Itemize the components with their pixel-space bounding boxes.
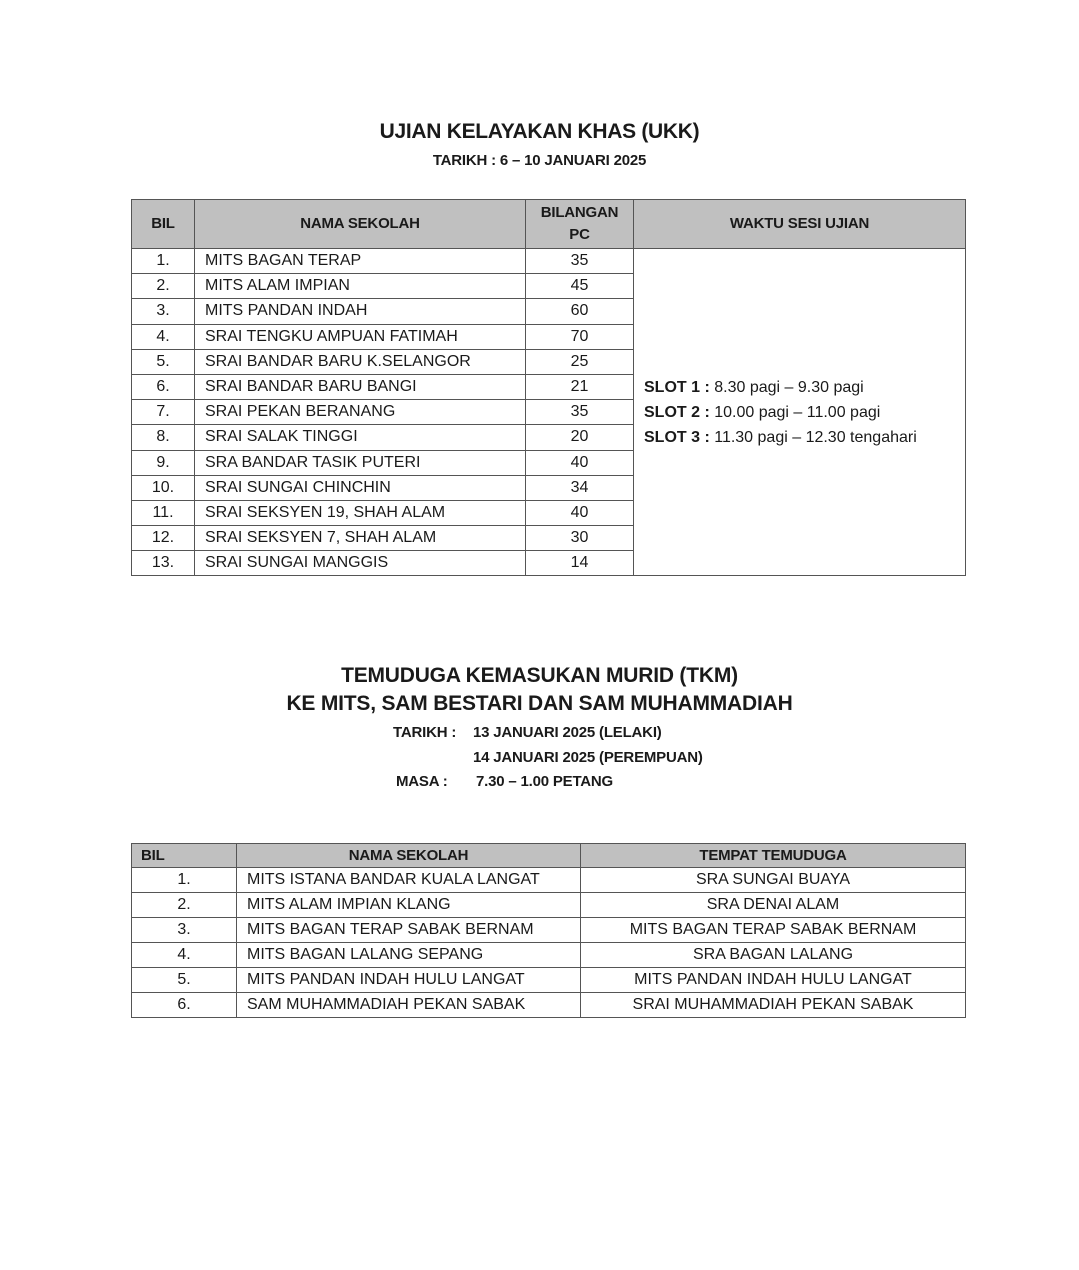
- row-nama-sekolah: MITS PANDAN INDAH: [195, 299, 526, 324]
- row-bil: 7.: [132, 400, 195, 425]
- row-bil: 4.: [132, 943, 237, 968]
- row-bil: 2.: [132, 893, 237, 918]
- table-row: [132, 943, 966, 968]
- row-tempat-temuduga: SRA SUNGAI BUAYA: [581, 868, 966, 893]
- ukk-date: TARIKH : 6 – 10 JANUARI 2025: [432, 152, 647, 169]
- row-tempat-temuduga: SRAI MUHAMMADIAH PEKAN SABAK: [581, 993, 966, 1018]
- row-nama-sekolah: MITS ISTANA BANDAR KUALA LANGAT: [237, 868, 581, 893]
- slot-line: [644, 375, 965, 400]
- row-bilangan-pc: 21: [526, 374, 634, 399]
- row-nama-sekolah: MITS PANDAN INDAH HULU LANGAT: [237, 968, 581, 993]
- row-bil: 5.: [132, 349, 195, 374]
- row-nama-sekolah: SRAI SEKSYEN 19, SHAH ALAM: [195, 500, 526, 525]
- tkm-tarikh-label: TARIKH :: [393, 724, 457, 741]
- row-bil: 8.: [132, 425, 195, 450]
- ukk-table: [131, 199, 966, 576]
- row-bilangan-pc: 60: [526, 299, 634, 324]
- slot-label: SLOT 1 :: [644, 378, 710, 396]
- tkm-table-body: [132, 868, 966, 1018]
- row-bilangan-pc: 25: [526, 349, 634, 374]
- row-nama-sekolah: SRAI BANDAR BARU BANGI: [195, 374, 526, 399]
- tkm-table: [131, 843, 966, 1018]
- ukk-header-row: [132, 200, 966, 249]
- row-bil: 13.: [132, 551, 195, 576]
- row-nama-sekolah: SRAI SUNGAI MANGGIS: [195, 551, 526, 576]
- tkm-tarikh-2: 14 JANUARI 2025 (PEREMPUAN): [473, 749, 703, 766]
- row-nama-sekolah: SAM MUHAMMADIAH PEKAN SABAK: [237, 993, 581, 1018]
- header-nama-sekolah: NAMA SEKOLAH: [195, 200, 526, 249]
- header-nama-sekolah: NAMA SEKOLAH: [237, 844, 581, 868]
- table-row: [132, 868, 966, 893]
- table-row: [132, 968, 966, 993]
- row-nama-sekolah: SRAI PEKAN BERANANG: [195, 400, 526, 425]
- row-bil: 11.: [132, 500, 195, 525]
- row-nama-sekolah: SRAI SALAK TINGGI: [195, 425, 526, 450]
- row-tempat-temuduga: SRA BAGAN LALANG: [581, 943, 966, 968]
- row-nama-sekolah: MITS BAGAN TERAP SABAK BERNAM: [237, 918, 581, 943]
- row-bil: 6.: [132, 993, 237, 1018]
- ukk-table-body: [132, 249, 966, 576]
- row-bil: 10.: [132, 475, 195, 500]
- header-tempat-temuduga: TEMPAT TEMUDUGA: [581, 844, 966, 868]
- slot-label: SLOT 2 :: [644, 403, 710, 421]
- row-nama-sekolah: SRAI SEKSYEN 7, SHAH ALAM: [195, 526, 526, 551]
- row-bil: 1.: [132, 868, 237, 893]
- row-bil: 6.: [132, 374, 195, 399]
- slot-time: 11.30 pagi – 12.30 tengahari: [709, 428, 917, 446]
- header-waktu-sesi: WAKTU SESI UJIAN: [634, 200, 966, 249]
- table-row: [132, 918, 966, 943]
- row-bil: 4.: [132, 324, 195, 349]
- row-bilangan-pc: 34: [526, 475, 634, 500]
- row-nama-sekolah: SRA BANDAR TASIK PUTERI: [195, 450, 526, 475]
- row-bilangan-pc: 40: [526, 500, 634, 525]
- row-bilangan-pc: 40: [526, 450, 634, 475]
- header-bilangan-pc-line2: PC: [569, 226, 590, 243]
- ukk-title: UJIAN KELAYAKAN KHAS (UKK): [379, 120, 700, 143]
- tkm-masa-label: MASA :: [396, 773, 448, 790]
- row-nama-sekolah: SRAI TENGKU AMPUAN FATIMAH: [195, 324, 526, 349]
- header-bil: BIL: [132, 200, 195, 249]
- row-bilangan-pc: 30: [526, 526, 634, 551]
- tkm-title: TEMUDUGA KEMASUKAN MURID (TKM): [341, 664, 738, 687]
- row-tempat-temuduga: SRA DENAI ALAM: [581, 893, 966, 918]
- slot-line: [644, 425, 965, 450]
- table-row: [132, 993, 966, 1018]
- row-bil: 12.: [132, 526, 195, 551]
- header-bilangan-pc-line1: BILANGAN: [540, 204, 619, 221]
- row-bilangan-pc: 14: [526, 551, 634, 576]
- row-nama-sekolah: MITS ALAM IMPIAN KLANG: [237, 893, 581, 918]
- row-bil: 9.: [132, 450, 195, 475]
- tkm-header-row: [132, 844, 966, 868]
- row-bil: 5.: [132, 968, 237, 993]
- slot-time: 8.30 pagi – 9.30 pagi: [709, 378, 864, 396]
- row-bilangan-pc: 35: [526, 400, 634, 425]
- row-bilangan-pc: 20: [526, 425, 634, 450]
- tkm-tarikh-1: 13 JANUARI 2025 (LELAKI): [473, 724, 662, 741]
- tkm-subtitle: KE MITS, SAM BESTARI DAN SAM MUHAMMADIAH: [286, 692, 793, 715]
- row-nama-sekolah: MITS ALAM IMPIAN: [195, 274, 526, 299]
- table-row: [132, 249, 966, 274]
- row-nama-sekolah: SRAI BANDAR BARU K.SELANGOR: [195, 349, 526, 374]
- table-row: [132, 893, 966, 918]
- row-tempat-temuduga: MITS BAGAN TERAP SABAK BERNAM: [581, 918, 966, 943]
- row-bil: 1.: [132, 249, 195, 274]
- row-bilangan-pc: 45: [526, 274, 634, 299]
- row-bil: 3.: [132, 299, 195, 324]
- slot-line: [644, 400, 965, 425]
- row-bilangan-pc: 35: [526, 249, 634, 274]
- row-bilangan-pc: 70: [526, 324, 634, 349]
- row-bil: 2.: [132, 274, 195, 299]
- header-bilangan-pc: [526, 200, 634, 249]
- row-nama-sekolah: SRAI SUNGAI CHINCHIN: [195, 475, 526, 500]
- slot-time: 10.00 pagi – 11.00 pagi: [709, 403, 881, 421]
- slot-label: SLOT 3 :: [644, 428, 710, 446]
- row-nama-sekolah: MITS BAGAN LALANG SEPANG: [237, 943, 581, 968]
- waktu-sesi-cell: [634, 249, 966, 576]
- tkm-masa-value: 7.30 – 1.00 PETANG: [476, 773, 614, 790]
- header-bil: BIL: [132, 844, 237, 868]
- row-bil: 3.: [132, 918, 237, 943]
- row-nama-sekolah: MITS BAGAN TERAP: [195, 249, 526, 274]
- row-tempat-temuduga: MITS PANDAN INDAH HULU LANGAT: [581, 968, 966, 993]
